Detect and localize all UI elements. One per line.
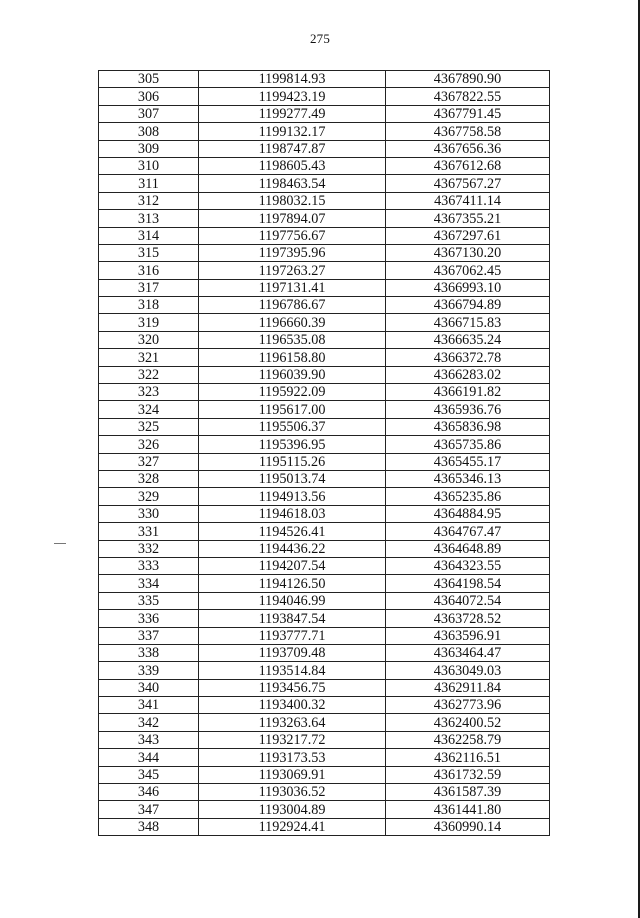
x-coordinate-cell: 1193847.54 bbox=[199, 610, 386, 627]
y-coordinate-cell: 4363596.91 bbox=[386, 627, 550, 644]
y-coordinate-cell: 4364884.95 bbox=[386, 505, 550, 522]
y-coordinate-cell: 4365936.76 bbox=[386, 401, 550, 418]
table-row bbox=[99, 470, 550, 487]
x-coordinate-cell: 1198032.15 bbox=[199, 192, 386, 209]
point-number-cell: 331 bbox=[99, 523, 199, 540]
y-coordinate-cell: 4365455.17 bbox=[386, 453, 550, 470]
table-row bbox=[99, 679, 550, 696]
x-coordinate-cell: 1193004.89 bbox=[199, 801, 386, 818]
table-row bbox=[99, 627, 550, 644]
x-coordinate-cell: 1195506.37 bbox=[199, 418, 386, 435]
y-coordinate-cell: 4366794.89 bbox=[386, 297, 550, 314]
point-number-cell: 329 bbox=[99, 488, 199, 505]
table-row bbox=[99, 192, 550, 209]
point-number-cell: 332 bbox=[99, 540, 199, 557]
x-coordinate-cell: 1193456.75 bbox=[199, 679, 386, 696]
x-coordinate-cell: 1194436.22 bbox=[199, 540, 386, 557]
table-row bbox=[99, 453, 550, 470]
x-coordinate-cell: 1193217.72 bbox=[199, 731, 386, 748]
point-number-cell: 310 bbox=[99, 157, 199, 174]
y-coordinate-cell: 4366715.83 bbox=[386, 314, 550, 331]
y-coordinate-cell: 4361441.80 bbox=[386, 801, 550, 818]
table-row bbox=[99, 540, 550, 557]
y-coordinate-cell: 4367791.45 bbox=[386, 105, 550, 122]
point-number-cell: 344 bbox=[99, 749, 199, 766]
point-number-cell: 314 bbox=[99, 227, 199, 244]
y-coordinate-cell: 4364323.55 bbox=[386, 557, 550, 574]
point-number-cell: 308 bbox=[99, 123, 199, 140]
y-coordinate-cell: 4366372.78 bbox=[386, 349, 550, 366]
x-coordinate-cell: 1194526.41 bbox=[199, 523, 386, 540]
x-coordinate-cell: 1195922.09 bbox=[199, 384, 386, 401]
y-coordinate-cell: 4366635.24 bbox=[386, 331, 550, 348]
table-row bbox=[99, 731, 550, 748]
table-row bbox=[99, 279, 550, 296]
table-row bbox=[99, 401, 550, 418]
y-coordinate-cell: 4365836.98 bbox=[386, 418, 550, 435]
y-coordinate-cell: 4365346.13 bbox=[386, 470, 550, 487]
y-coordinate-cell: 4362258.79 bbox=[386, 731, 550, 748]
table-row bbox=[99, 697, 550, 714]
point-number-cell: 342 bbox=[99, 714, 199, 731]
table-row bbox=[99, 210, 550, 227]
x-coordinate-cell: 1195617.00 bbox=[199, 401, 386, 418]
table-row bbox=[99, 71, 550, 88]
y-coordinate-cell: 4367612.68 bbox=[386, 157, 550, 174]
x-coordinate-cell: 1199423.19 bbox=[199, 88, 386, 105]
table-row bbox=[99, 175, 550, 192]
table-row bbox=[99, 749, 550, 766]
x-coordinate-cell: 1195115.26 bbox=[199, 453, 386, 470]
x-coordinate-cell: 1194618.03 bbox=[199, 505, 386, 522]
table-row bbox=[99, 505, 550, 522]
point-number-cell: 347 bbox=[99, 801, 199, 818]
y-coordinate-cell: 4362773.96 bbox=[386, 697, 550, 714]
table-row bbox=[99, 610, 550, 627]
point-number-cell: 306 bbox=[99, 88, 199, 105]
point-number-cell: 316 bbox=[99, 262, 199, 279]
y-coordinate-cell: 4367890.90 bbox=[386, 71, 550, 88]
point-number-cell: 339 bbox=[99, 662, 199, 679]
y-coordinate-cell: 4363464.47 bbox=[386, 644, 550, 661]
point-number-cell: 323 bbox=[99, 384, 199, 401]
point-number-cell: 335 bbox=[99, 592, 199, 609]
y-coordinate-cell: 4361587.39 bbox=[386, 784, 550, 801]
x-coordinate-cell: 1193777.71 bbox=[199, 627, 386, 644]
point-number-cell: 325 bbox=[99, 418, 199, 435]
table-row bbox=[99, 488, 550, 505]
x-coordinate-cell: 1195396.95 bbox=[199, 436, 386, 453]
y-coordinate-cell: 4364072.54 bbox=[386, 592, 550, 609]
x-coordinate-cell: 1197894.07 bbox=[199, 210, 386, 227]
table-row bbox=[99, 384, 550, 401]
y-coordinate-cell: 4363049.03 bbox=[386, 662, 550, 679]
y-coordinate-cell: 4363728.52 bbox=[386, 610, 550, 627]
table-row bbox=[99, 662, 550, 679]
table-row bbox=[99, 523, 550, 540]
x-coordinate-cell: 1197395.96 bbox=[199, 244, 386, 261]
y-coordinate-cell: 4366993.10 bbox=[386, 279, 550, 296]
point-number-cell: 336 bbox=[99, 610, 199, 627]
y-coordinate-cell: 4361732.59 bbox=[386, 766, 550, 783]
table-row bbox=[99, 314, 550, 331]
table-row bbox=[99, 244, 550, 261]
x-coordinate-cell: 1193263.64 bbox=[199, 714, 386, 731]
x-coordinate-cell: 1199277.49 bbox=[199, 105, 386, 122]
table-row bbox=[99, 714, 550, 731]
coordinates-table-body bbox=[99, 71, 550, 836]
table-row bbox=[99, 297, 550, 314]
point-number-cell: 340 bbox=[99, 679, 199, 696]
margin-mark bbox=[54, 543, 66, 544]
y-coordinate-cell: 4367297.61 bbox=[386, 227, 550, 244]
x-coordinate-cell: 1193709.48 bbox=[199, 644, 386, 661]
y-coordinate-cell: 4367062.45 bbox=[386, 262, 550, 279]
point-number-cell: 345 bbox=[99, 766, 199, 783]
point-number-cell: 341 bbox=[99, 697, 199, 714]
coordinates-table bbox=[98, 70, 550, 836]
table-row bbox=[99, 123, 550, 140]
table-row bbox=[99, 331, 550, 348]
x-coordinate-cell: 1193069.91 bbox=[199, 766, 386, 783]
x-coordinate-cell: 1198463.54 bbox=[199, 175, 386, 192]
table-row bbox=[99, 766, 550, 783]
point-number-cell: 330 bbox=[99, 505, 199, 522]
x-coordinate-cell: 1194126.50 bbox=[199, 575, 386, 592]
point-number-cell: 311 bbox=[99, 175, 199, 192]
point-number-cell: 318 bbox=[99, 297, 199, 314]
table-row bbox=[99, 140, 550, 157]
y-coordinate-cell: 4365235.86 bbox=[386, 488, 550, 505]
y-coordinate-cell: 4366283.02 bbox=[386, 366, 550, 383]
x-coordinate-cell: 1194046.99 bbox=[199, 592, 386, 609]
x-coordinate-cell: 1195013.74 bbox=[199, 470, 386, 487]
point-number-cell: 327 bbox=[99, 453, 199, 470]
table-row bbox=[99, 262, 550, 279]
x-coordinate-cell: 1194913.56 bbox=[199, 488, 386, 505]
table-row bbox=[99, 801, 550, 818]
table-row bbox=[99, 575, 550, 592]
table-row bbox=[99, 227, 550, 244]
x-coordinate-cell: 1199132.17 bbox=[199, 123, 386, 140]
y-coordinate-cell: 4367656.36 bbox=[386, 140, 550, 157]
y-coordinate-cell: 4364767.47 bbox=[386, 523, 550, 540]
y-coordinate-cell: 4367822.55 bbox=[386, 88, 550, 105]
table-row bbox=[99, 784, 550, 801]
x-coordinate-cell: 1196158.80 bbox=[199, 349, 386, 366]
y-coordinate-cell: 4364648.89 bbox=[386, 540, 550, 557]
x-coordinate-cell: 1193036.52 bbox=[199, 784, 386, 801]
table-row bbox=[99, 349, 550, 366]
y-coordinate-cell: 4367758.58 bbox=[386, 123, 550, 140]
y-coordinate-cell: 4367411.14 bbox=[386, 192, 550, 209]
point-number-cell: 324 bbox=[99, 401, 199, 418]
point-number-cell: 337 bbox=[99, 627, 199, 644]
x-coordinate-cell: 1193173.53 bbox=[199, 749, 386, 766]
y-coordinate-cell: 4367130.20 bbox=[386, 244, 550, 261]
point-number-cell: 315 bbox=[99, 244, 199, 261]
x-coordinate-cell: 1196786.67 bbox=[199, 297, 386, 314]
table-row bbox=[99, 418, 550, 435]
table-row bbox=[99, 592, 550, 609]
x-coordinate-cell: 1193400.32 bbox=[199, 697, 386, 714]
y-coordinate-cell: 4367355.21 bbox=[386, 210, 550, 227]
point-number-cell: 305 bbox=[99, 71, 199, 88]
table-row bbox=[99, 818, 550, 835]
point-number-cell: 319 bbox=[99, 314, 199, 331]
x-coordinate-cell: 1199814.93 bbox=[199, 71, 386, 88]
x-coordinate-cell: 1196039.90 bbox=[199, 366, 386, 383]
point-number-cell: 338 bbox=[99, 644, 199, 661]
y-coordinate-cell: 4364198.54 bbox=[386, 575, 550, 592]
point-number-cell: 348 bbox=[99, 818, 199, 835]
y-coordinate-cell: 4362911.84 bbox=[386, 679, 550, 696]
point-number-cell: 321 bbox=[99, 349, 199, 366]
table-row bbox=[99, 557, 550, 574]
x-coordinate-cell: 1194207.54 bbox=[199, 557, 386, 574]
x-coordinate-cell: 1198605.43 bbox=[199, 157, 386, 174]
point-number-cell: 322 bbox=[99, 366, 199, 383]
y-coordinate-cell: 4365735.86 bbox=[386, 436, 550, 453]
point-number-cell: 346 bbox=[99, 784, 199, 801]
y-coordinate-cell: 4360990.14 bbox=[386, 818, 550, 835]
page-number: 275 bbox=[309, 31, 331, 46]
y-coordinate-cell: 4367567.27 bbox=[386, 175, 550, 192]
point-number-cell: 333 bbox=[99, 557, 199, 574]
x-coordinate-cell: 1196535.08 bbox=[199, 331, 386, 348]
point-number-cell: 334 bbox=[99, 575, 199, 592]
x-coordinate-cell: 1197756.67 bbox=[199, 227, 386, 244]
point-number-cell: 326 bbox=[99, 436, 199, 453]
point-number-cell: 313 bbox=[99, 210, 199, 227]
table-row bbox=[99, 105, 550, 122]
table-row bbox=[99, 88, 550, 105]
table-row bbox=[99, 644, 550, 661]
x-coordinate-cell: 1196660.39 bbox=[199, 314, 386, 331]
x-coordinate-cell: 1197263.27 bbox=[199, 262, 386, 279]
table-row bbox=[99, 436, 550, 453]
x-coordinate-cell: 1197131.41 bbox=[199, 279, 386, 296]
point-number-cell: 312 bbox=[99, 192, 199, 209]
point-number-cell: 309 bbox=[99, 140, 199, 157]
table-row bbox=[99, 366, 550, 383]
point-number-cell: 343 bbox=[99, 731, 199, 748]
y-coordinate-cell: 4362116.51 bbox=[386, 749, 550, 766]
table-row bbox=[99, 157, 550, 174]
x-coordinate-cell: 1192924.41 bbox=[199, 818, 386, 835]
point-number-cell: 320 bbox=[99, 331, 199, 348]
point-number-cell: 317 bbox=[99, 279, 199, 296]
point-number-cell: 328 bbox=[99, 470, 199, 487]
x-coordinate-cell: 1198747.87 bbox=[199, 140, 386, 157]
point-number-cell: 307 bbox=[99, 105, 199, 122]
y-coordinate-cell: 4366191.82 bbox=[386, 384, 550, 401]
x-coordinate-cell: 1193514.84 bbox=[199, 662, 386, 679]
y-coordinate-cell: 4362400.52 bbox=[386, 714, 550, 731]
